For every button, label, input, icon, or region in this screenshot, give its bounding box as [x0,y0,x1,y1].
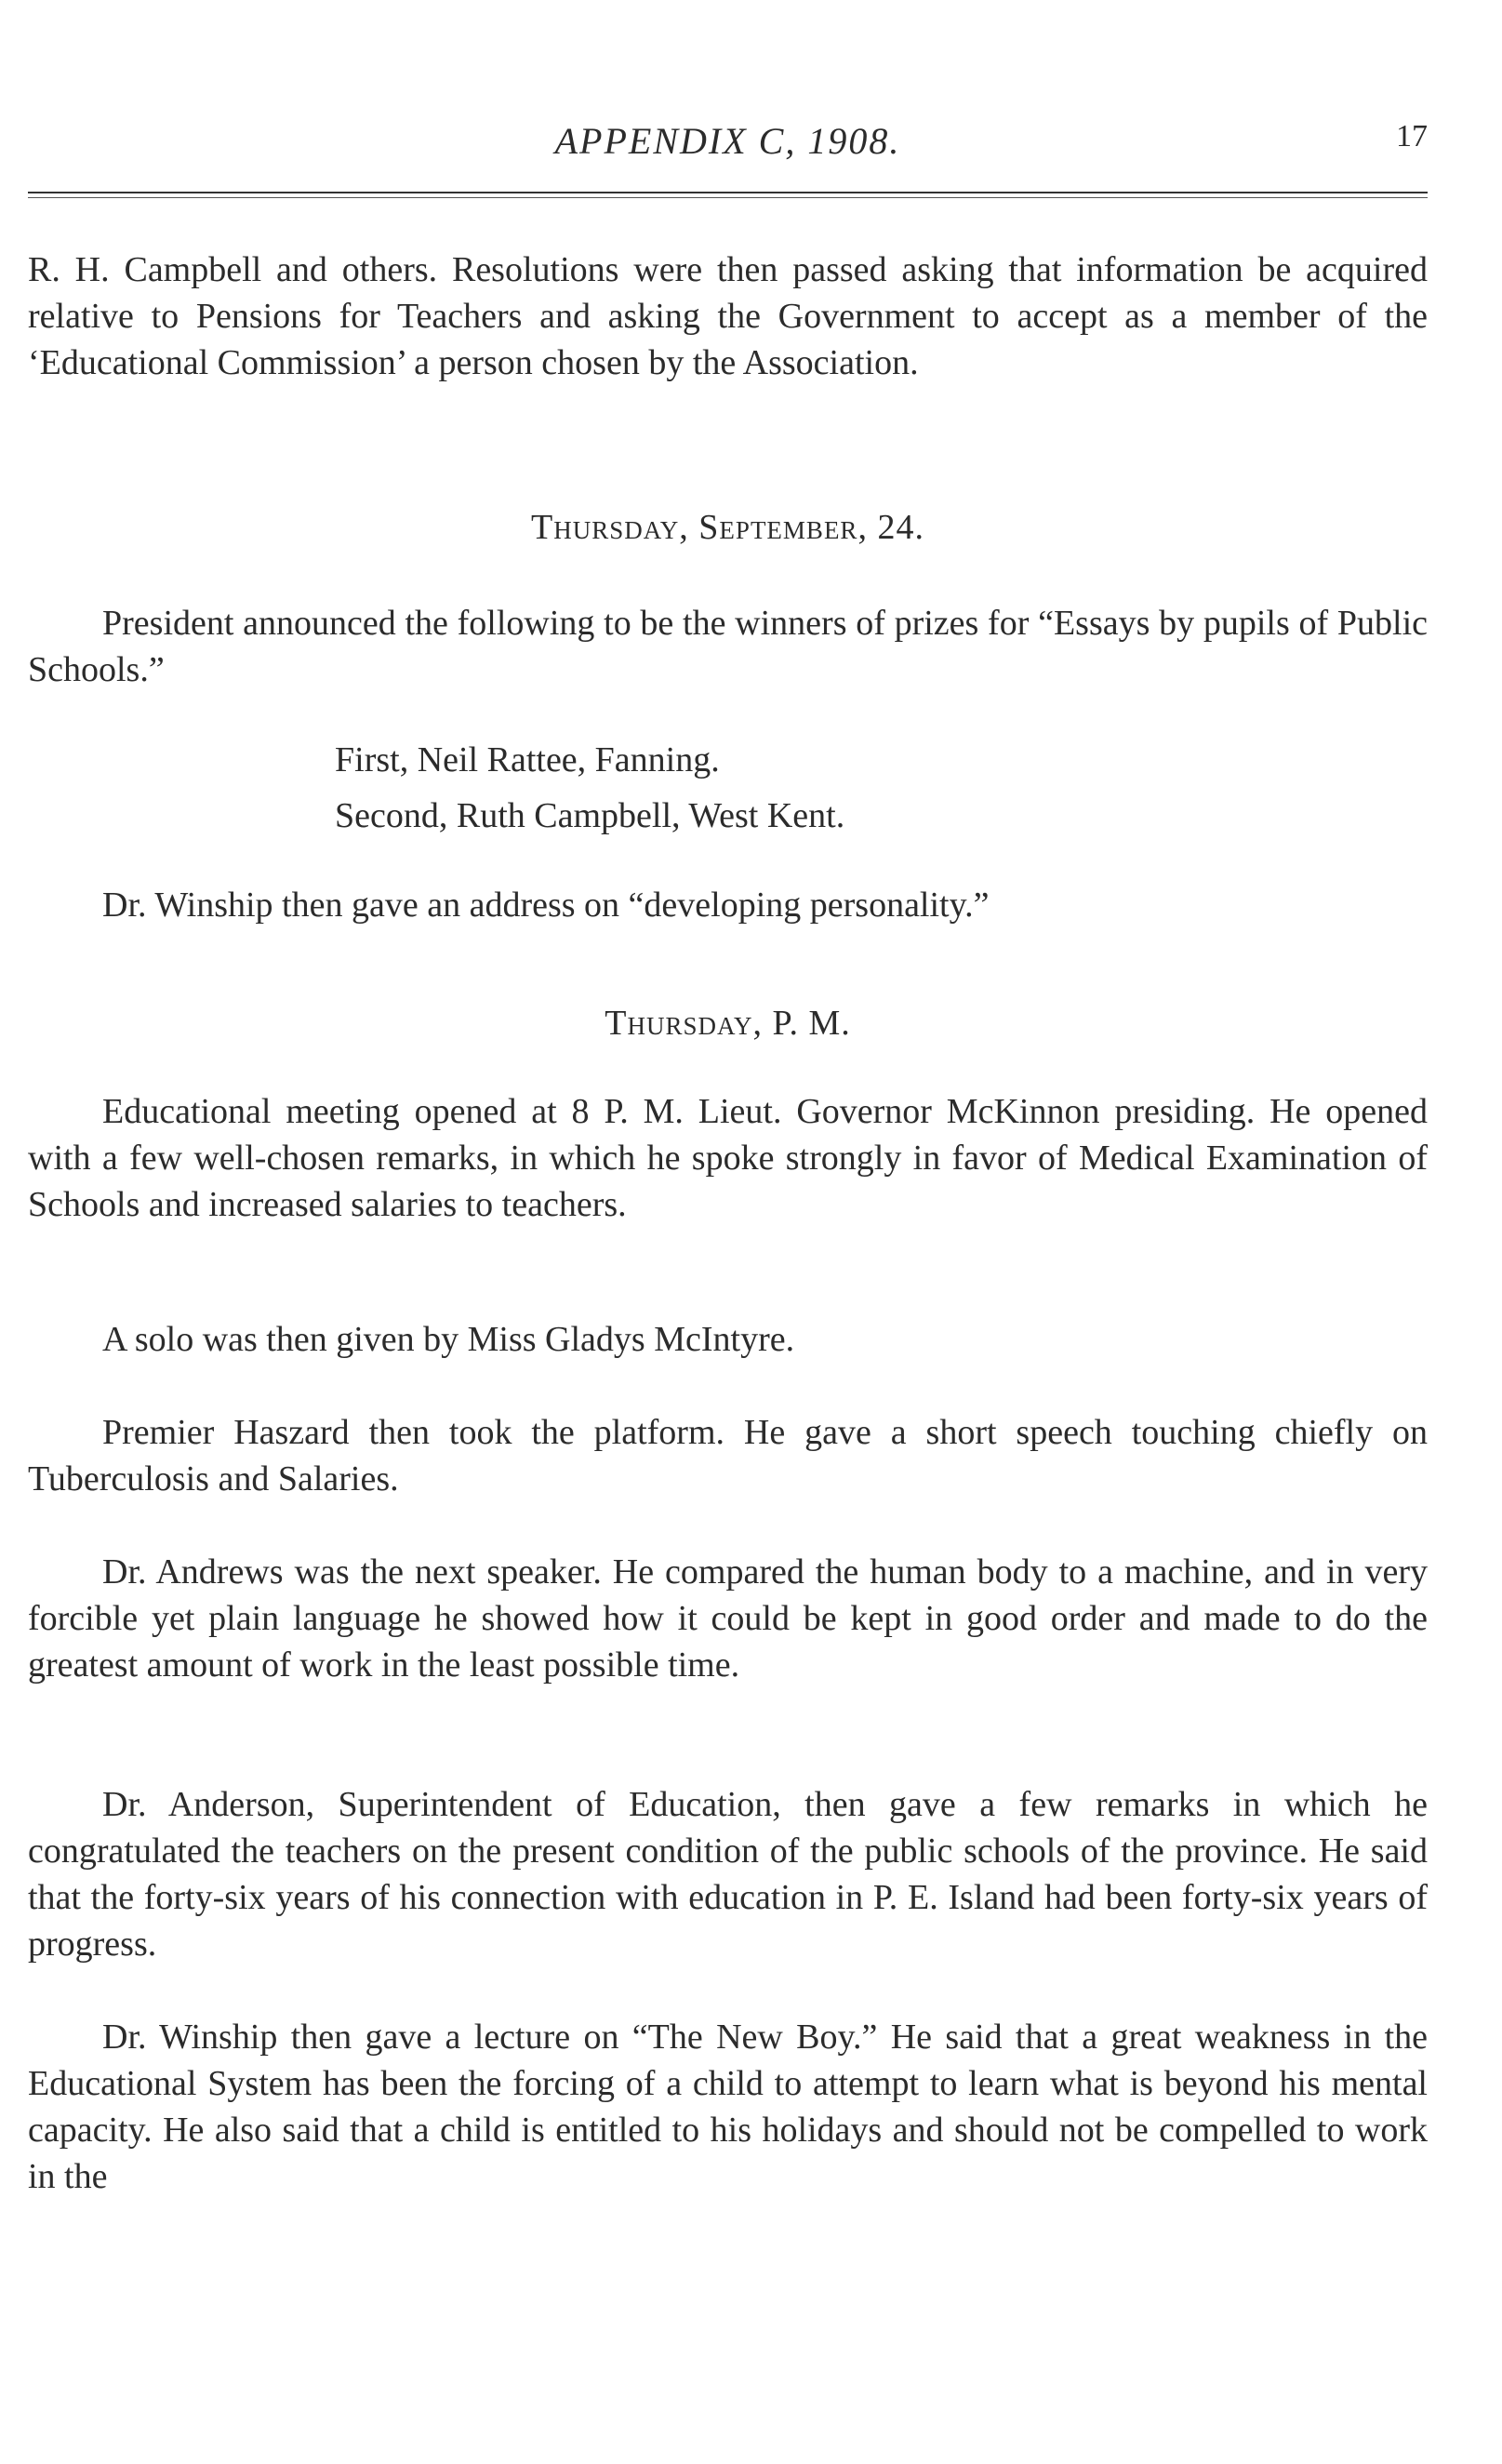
paragraph-premier-haszard: Premier Haszard then took the platform. He gave a short speech touching chiefly on Tuberculosis and Salaries. [28,1413,1428,1498]
paragraph-winship-address: Dr. Winship then gave an address on “developing personality.” [102,886,990,925]
header-rule [28,192,1428,198]
page-header [28,119,1428,166]
prize-first: First, Neil Rattee, Fanning. [335,740,720,779]
running-head: APPENDIX C, 1908. [554,120,901,162]
paragraph-solo: A solo was then given by Miss Gladys McIntyre. [102,1320,795,1359]
heading-thursday-september: Thursday, September, 24. [531,508,924,547]
paragraph-dr-andrews: Dr. Andrews was the next speaker. He compared the human body to a machine, and in very forcible yet plain language he showed how it could be kept in good order and made to do the greatest amount of work in the least possible time. [28,1552,1428,1685]
page-number: 17 [1396,119,1428,153]
paragraph-dr-anderson: Dr. Anderson, Superintendent of Education, then gave a few remarks in which he congratulated the teachers on the present condition of the public schools of the province. He said that the forty-six years of his connection with education in P. E. Island had been forty-six years of progress. [28,1785,1428,1964]
prize-second: Second, Ruth Campbell, West Kent. [335,796,845,835]
paragraph-resolutions: R. H. Campbell and others. Resolutions were then passed asking that information be acquired relative to Pensions for Teachers and asking the Government to accept as a member of the ‘Educational Commission’ a person chosen by the Association. [28,250,1428,382]
paragraph-new-boy-lecture: Dr. Winship then gave a lecture on “The New Boy.” He said that a great weakness in the Educational System has been the forcing of a child to attempt to learn what is beyond his mental capacity. He also said that a child is entitled to his holidays and should not be compelled to work in the [28,2018,1428,2196]
paragraph-prize-winners: President announced the following to be the winners of prizes for “Essays by pupils of Public Schools.” [28,604,1428,689]
paragraph-educational-meeting: Educational meeting opened at 8 P. M. Lieut. Governor McKinnon presiding. He opened with a few well-chosen remarks, in which he spoke strongly in favor of Medical Examination of Schools and increased salaries to teachers. [28,1092,1428,1224]
heading-thursday-pm: Thursday, P. M. [605,1004,851,1043]
